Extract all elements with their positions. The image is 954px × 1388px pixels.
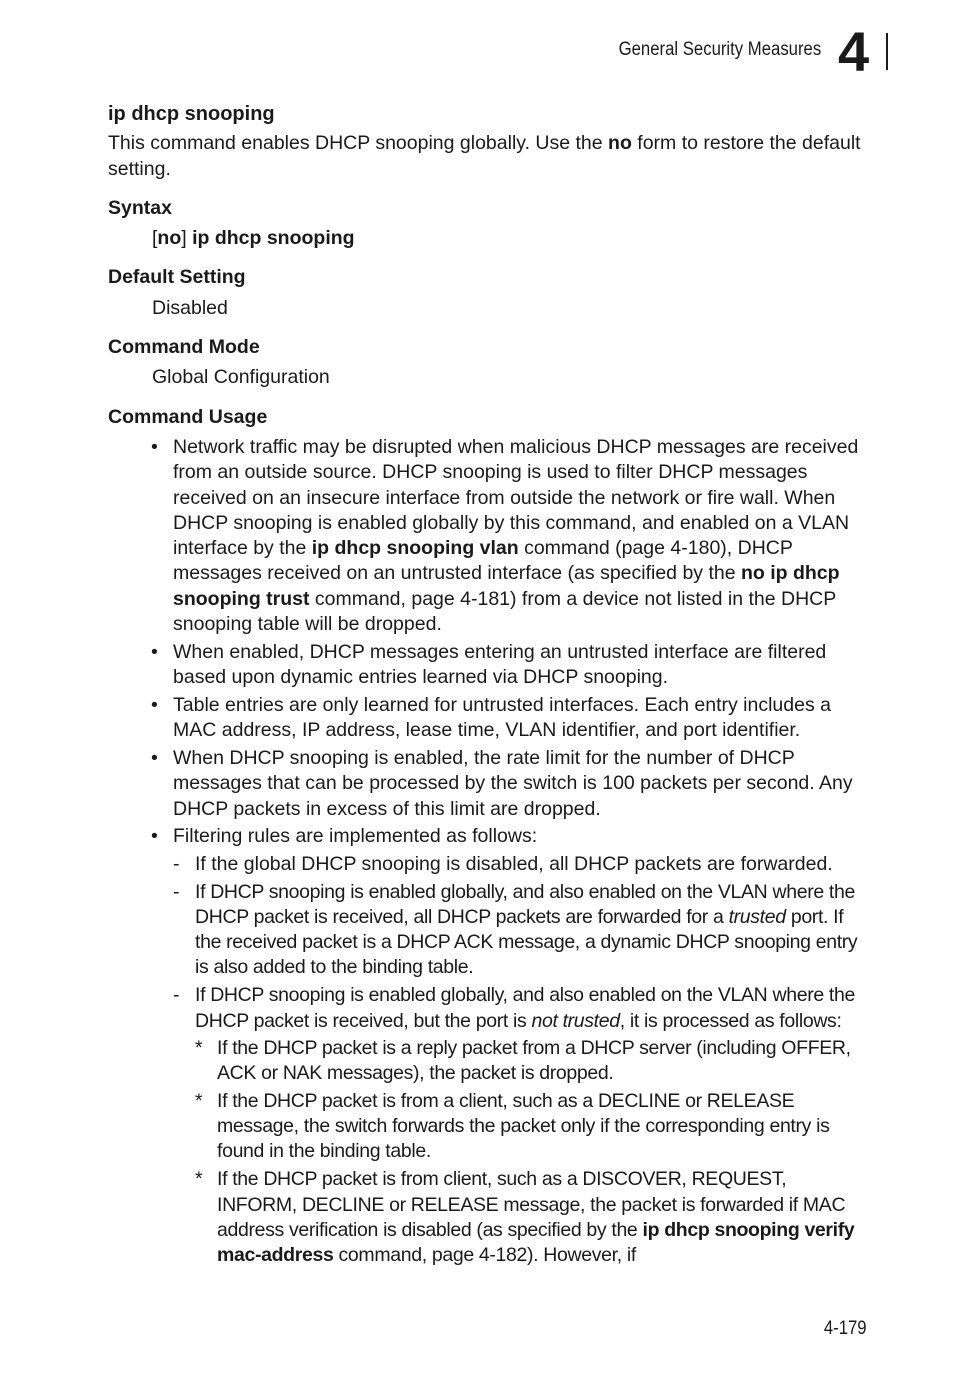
list-item — [173, 983, 868, 1268]
list-item — [173, 880, 868, 981]
page-content — [108, 102, 868, 1271]
command-description — [108, 131, 868, 182]
list-item — [108, 746, 868, 822]
list-item — [173, 852, 868, 877]
bullet-mark: • — [151, 825, 158, 848]
usage-text: command, page 4-181) from a device not listed in the DHCP snooping table will be dropped. — [173, 587, 836, 636]
filter-rules-list — [173, 852, 868, 1269]
syntax-bracket-open: [ — [152, 227, 158, 250]
description-text-end: form to restore the default setting. — [108, 132, 861, 180]
list-item — [108, 640, 868, 691]
rule-command-ref: ip dhcp snooping verify mac-address — [217, 1218, 855, 1267]
rule-text: command, page 4-182). However, if — [333, 1244, 636, 1267]
syntax-heading: Syntax — [108, 196, 172, 219]
usage-command-ref: ip dhcp snooping vlan — [311, 537, 519, 560]
bullet-mark: • — [151, 435, 158, 458]
list-item — [195, 1089, 868, 1165]
rule-text: If DHCP snooping is enabled globally, and also enabled on the VLAN where the DHCP packet is received, but the port is — [195, 984, 855, 1032]
rule-text: If the global DHCP snooping is disabled, all DHCP packets are forwarded. — [195, 852, 833, 875]
list-item — [195, 1167, 868, 1268]
command-usage-heading: Command Usage — [108, 405, 268, 428]
dash-mark: - — [173, 852, 180, 875]
usage-text: When DHCP snooping is enabled, the rate limit for the number of DHCP messages that can be processed by the switch is 100 packets per second. Any DHCP packets in excess of this limit are dropped. — [173, 747, 853, 820]
list-item — [195, 1036, 868, 1087]
rule-text: If the DHCP packet is a reply packet from a DHCP server (including OFFER, ACK or NAK messages), the packet is dropped. — [217, 1036, 851, 1085]
rule-text: port. If the received packet is a DHCP ACK message, a dynamic DHCP snooping entry is also added to the binding table. — [195, 905, 858, 979]
default-setting-heading: Default Setting — [108, 266, 246, 289]
star-mark: * — [195, 1168, 203, 1191]
rule-text: If the DHCP packet is from client, such as a DISCOVER, REQUEST, INFORM, DECLINE or RELEASE message, the packet is forwarded if MAC address verification is disabled (as specified by the — [217, 1168, 846, 1241]
dash-mark: - — [173, 984, 180, 1007]
list-item — [108, 824, 868, 1268]
command-title: ip dhcp snooping — [108, 103, 275, 125]
list-item — [108, 693, 868, 744]
list-item — [108, 435, 868, 637]
description-keyword: no — [608, 132, 632, 155]
usage-text: command (page 4-180), DHCP messages received on an untrusted interface (as specified by the — [173, 537, 793, 585]
usage-text: Table entries are only learned for untrusted interfaces. Each entry includes a MAC address, IP address, lease time, VLAN identifier, and port identifier. — [173, 693, 831, 742]
dash-mark: - — [173, 880, 180, 903]
bullet-mark: • — [151, 640, 158, 663]
rule-text: , it is processed as follows: — [619, 1009, 842, 1032]
syntax-line — [108, 226, 868, 251]
rule-text: If DHCP snooping is enabled globally, and also enabled on the VLAN where the DHCP packet is received, all DHCP packets are forwarded for a — [195, 880, 855, 928]
section-title: General Security Measures — [618, 39, 821, 60]
star-mark: * — [195, 1036, 203, 1059]
usage-text: When enabled, DHCP messages entering an untrusted interface are filtered based upon dynamic entries learned via DHCP snooping. — [173, 640, 827, 689]
rule-text: If the DHCP packet is from a client, such as a DECLINE or RELEASE message, the switch forwards the packet only if the corresponding entry is found in the binding table. — [217, 1089, 830, 1163]
syntax-bracket-close: ] — [181, 227, 193, 250]
page-number: 4-179 — [824, 1318, 867, 1339]
usage-command-ref: no ip dhcp snooping trust — [173, 562, 840, 610]
chapter-number: 4 — [838, 20, 870, 83]
untrusted-rules-list — [195, 1036, 868, 1269]
chapter-divider — [886, 33, 888, 70]
usage-text: Filtering rules are implemented as follows: — [173, 825, 538, 848]
star-mark: * — [195, 1089, 203, 1112]
rule-emphasis: not trusted — [531, 1009, 620, 1032]
command-mode-heading: Command Mode — [108, 336, 260, 359]
default-setting-value: Disabled — [152, 296, 228, 319]
rule-emphasis: trusted — [728, 905, 786, 928]
command-mode-value: Global Configuration — [152, 366, 330, 389]
usage-list — [108, 435, 868, 1269]
description-text: This command enables DHCP snooping globally. Use the — [108, 132, 609, 155]
syntax-no-keyword: no — [157, 227, 182, 250]
bullet-mark: • — [151, 693, 158, 716]
usage-text: Network traffic may be disrupted when malicious DHCP messages are received from an outside source. DHCP snooping is used to filter DHCP messages received on an insecure interface from outside the network or fire wall. When DHCP snooping is enabled globally by this command, and enabled on a VLAN interface by the — [173, 435, 859, 560]
syntax-command: ip dhcp snooping — [192, 227, 355, 250]
bullet-mark: • — [151, 747, 158, 770]
